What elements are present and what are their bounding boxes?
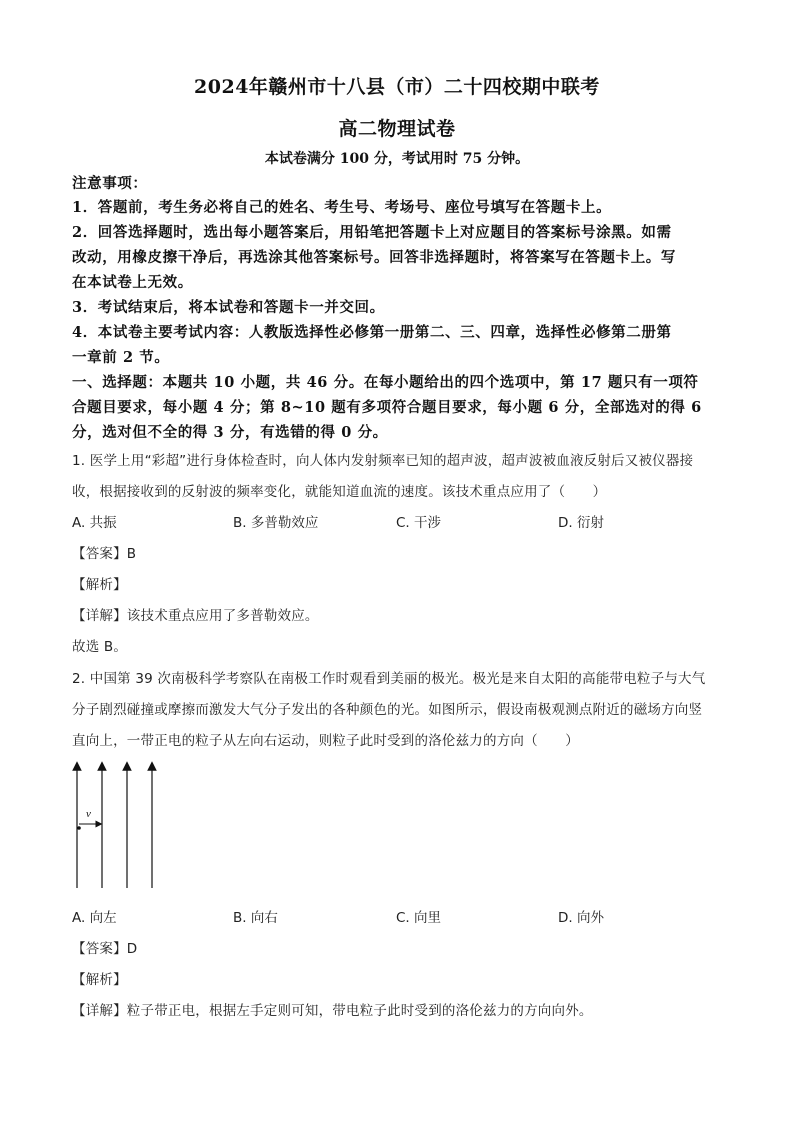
q2-option-a: A. 向左 bbox=[72, 910, 117, 926]
section-heading-line-3: 分，选对但不全的得 3 分，有选错的得 0 分。 bbox=[72, 424, 388, 441]
q1-analysis: 【解析】 bbox=[72, 577, 127, 593]
q1-option-c: C. 干涉 bbox=[396, 515, 442, 531]
exam-title: 2024年赣州市十八县（市）二十四校期中联考 bbox=[194, 76, 600, 98]
q2-analysis: 【解析】 bbox=[72, 972, 127, 988]
charged-particle bbox=[77, 826, 81, 830]
q2-answer: 【答案】D bbox=[72, 941, 138, 957]
notes-line-4: 在本试卷上无效。 bbox=[72, 274, 193, 291]
exam-info: 本试卷满分 100 分，考试用时 75 分钟。 bbox=[264, 151, 530, 167]
q2-option-d: D. 向外 bbox=[558, 910, 604, 926]
exam-subject-title: 高二物理试卷 bbox=[338, 118, 456, 140]
notes-heading: 注意事项： bbox=[72, 175, 148, 192]
q2-stem-line-3: 直向上，一带正电的粒子从左向右运动，则粒子此时受到的洛伦兹力的方向（ ） bbox=[72, 733, 579, 749]
section-heading-line-1: 一、选择题：本题共 10 小题，共 46 分。在每小题给出的四个选项中，第 17 题只有一项符 bbox=[72, 374, 699, 391]
q2-option-c: C. 向里 bbox=[396, 910, 442, 926]
q1-detail: 【详解】该技术重点应用了多普勒效应。 bbox=[72, 608, 319, 624]
q1-option-b: B. 多普勒效应 bbox=[233, 515, 319, 531]
section-heading-line-2: 合题目要求，每小题 4 分；第 8~10 题有多项符合题目要求，每小题 6 分，全部选对的得 6 bbox=[72, 399, 702, 416]
q1-stem-line-2: 收，根据接收到的反射波的频率变化，就能知道血流的速度。该技术重点应用了（ ） bbox=[72, 484, 607, 500]
notes-line-3: 改动，用橡皮擦干净后，再选涂其他答案标号。回答非选择题时，将答案写在答题卡上。写 bbox=[72, 249, 676, 266]
q1-option-d: D. 衍射 bbox=[558, 515, 604, 531]
notes-line-6: 4．本试卷主要考试内容：人教版选择性必修第一册第二、三、四章，选择性必修第二册第 bbox=[72, 324, 672, 341]
q2-option-b: B. 向右 bbox=[233, 910, 278, 926]
notes-line-2: 2．回答选择题时，选出每小题答案后，用铅笔把答题卡上对应题目的答案标号涂黑。如需 bbox=[72, 224, 672, 241]
q1-conclusion: 故选 B。 bbox=[72, 639, 128, 655]
notes-line-1: 1．答题前，考生务必将自己的姓名、考生号、考场号、座位号填写在答题卡上。 bbox=[72, 199, 612, 216]
q2-stem-line-1: 2. 中国第 39 次南极科学考察队在南极工作时观看到美丽的极光。极光是来自太阳的高能带电粒子与大气 bbox=[72, 671, 706, 687]
notes-line-5: 3．考试结束后，将本试卷和答题卡一并交回。 bbox=[72, 299, 385, 316]
q2-stem-line-2: 分子剧烈碰撞或摩擦而激发大气分子发出的各种颜色的光。如图所示，假设南极观测点附近的磁场方向竖 bbox=[72, 702, 703, 718]
notes-line-7: 一章前 2 节。 bbox=[72, 349, 170, 366]
q1-answer: 【答案】B bbox=[72, 546, 137, 562]
magnetic-field-figure bbox=[70, 758, 170, 892]
q2-detail: 【详解】粒子带正电，根据左手定则可知，带电粒子此时受到的洛伦兹力的方向向外。 bbox=[72, 1003, 593, 1019]
velocity-label: v bbox=[86, 808, 91, 820]
q1-stem-line-1: 1. 医学上用“彩超”进行身体检查时，向人体内发射频率已知的超声波，超声波被血液反射后又被仪器接 bbox=[72, 453, 694, 469]
q1-option-a: A. 共振 bbox=[72, 515, 117, 531]
